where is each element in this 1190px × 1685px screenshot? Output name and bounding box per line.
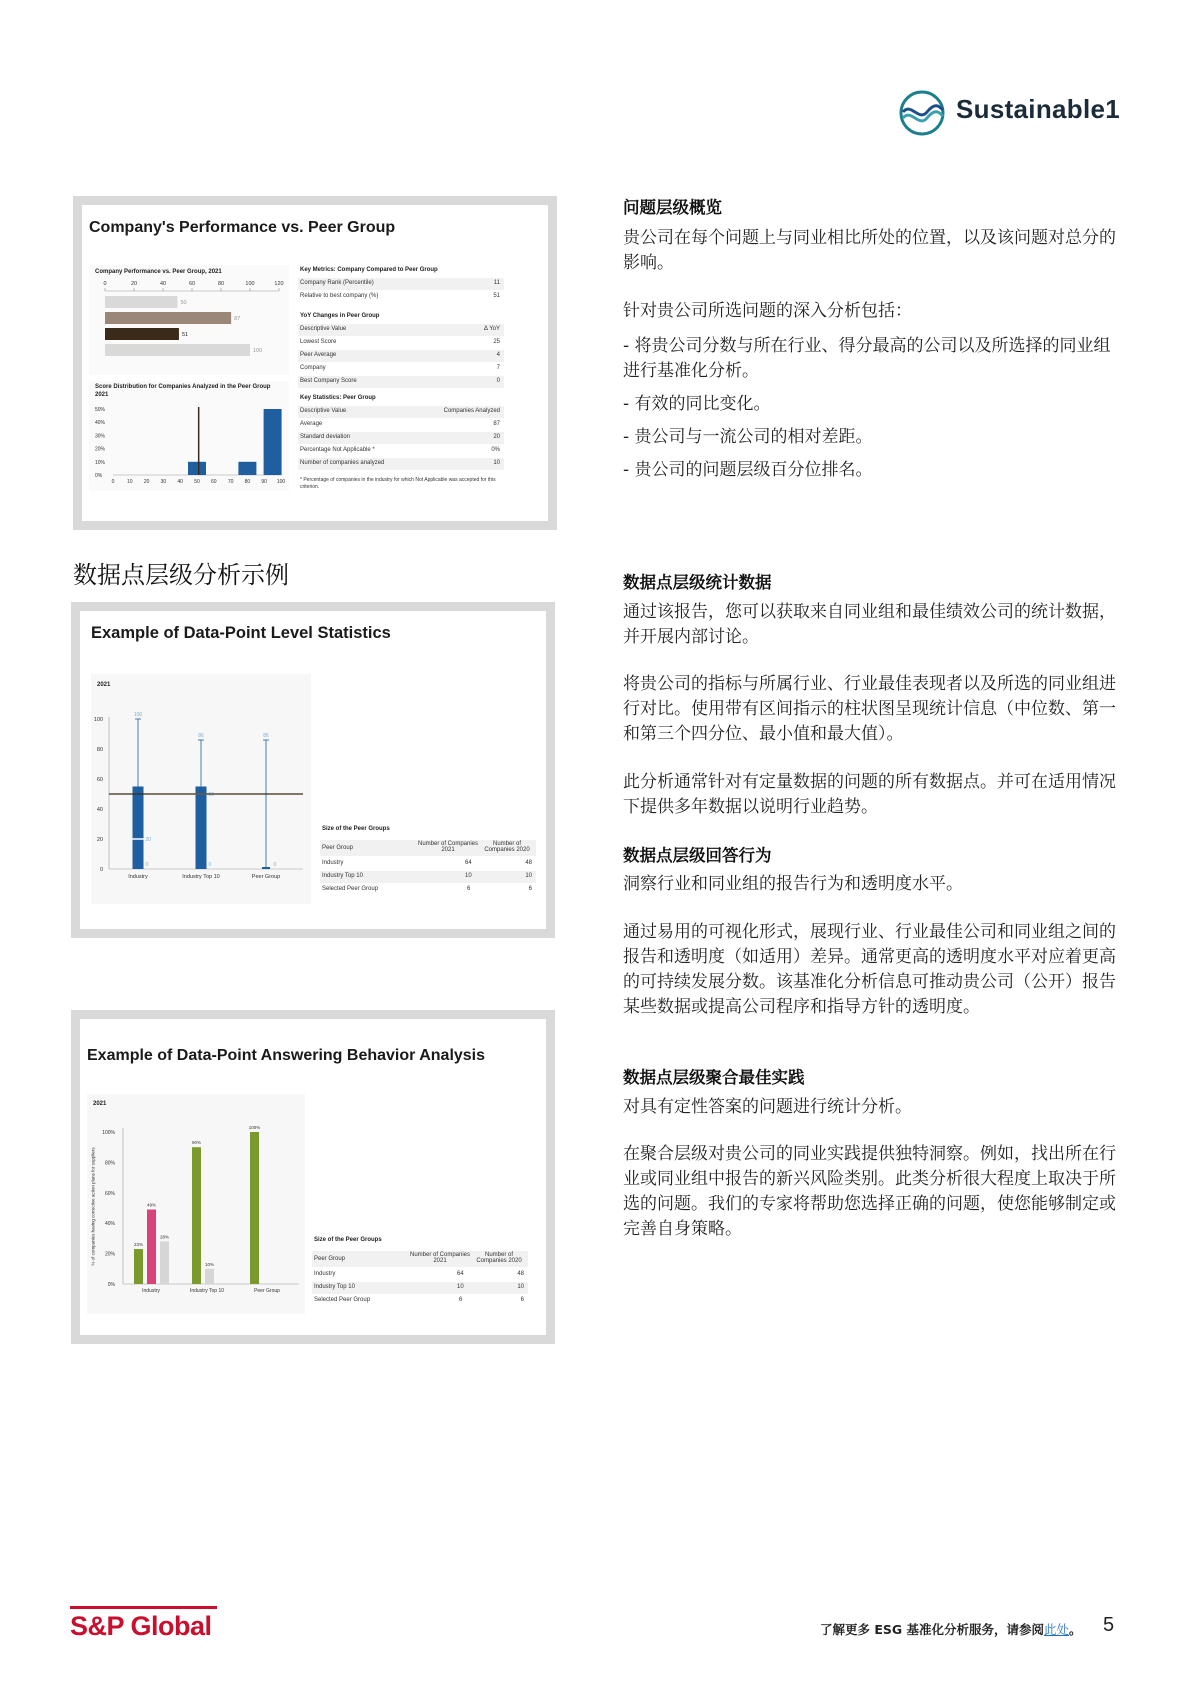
chart-title: Score Distribution for Companies Analyzed in the Peer Group <box>95 384 271 390</box>
x-tick-label: 10 <box>127 479 133 485</box>
max-label: 86 <box>263 733 269 739</box>
statistics-chart <box>91 674 311 904</box>
score-distribution-chart <box>89 381 289 491</box>
col-peer-group: Peer Group <box>314 1256 346 1262</box>
bar <box>105 296 178 308</box>
bar <box>250 1132 259 1284</box>
row-label: Industry <box>322 860 344 866</box>
row-value: 48 <box>525 860 532 866</box>
x-tick-label: 0 <box>111 479 115 485</box>
bar <box>134 1249 143 1284</box>
x-tick-label: 80 <box>244 479 251 485</box>
quartile-box <box>133 787 144 870</box>
table-row <box>298 458 504 470</box>
table-row <box>298 419 504 431</box>
col-2020: Number of Companies 2020 <box>484 841 530 853</box>
performance-bars <box>89 265 289 375</box>
footer-note-text: 了解更多 ESG 基准化分析服务，请参阅 <box>820 1622 1045 1637</box>
tick-label: 60 <box>188 281 196 287</box>
table-header <box>298 406 504 418</box>
page-number: 5 <box>1103 1614 1115 1636</box>
table-row <box>320 871 536 883</box>
heading-data-point-statistics: 数据点层级统计数据 <box>623 573 772 592</box>
y-tick-label: 80% <box>104 1160 115 1167</box>
min-label: 0 <box>273 862 277 868</box>
min-label: 0 <box>145 862 149 868</box>
table-row <box>298 278 504 290</box>
table-row <box>312 1269 528 1281</box>
footer-note <box>820 1620 1082 1638</box>
y-tick-label: 0% <box>95 473 103 479</box>
col-label: Descriptive Value <box>300 326 347 332</box>
bullet-item: - 将贵公司分数与所在行业、得分最高的公司以及所选择的同业组进行基准化分析。 <box>623 336 1111 381</box>
row-value: 51 <box>493 293 500 299</box>
table-row <box>298 337 504 349</box>
row-value: 10 <box>525 873 532 879</box>
y-tick-label: 100 <box>93 717 103 723</box>
row-value: 25 <box>493 339 500 345</box>
paragraph: 将贵公司的指标与所属行业、行业最佳表现者以及所选的同业组进行对比。使用带有区间指示的柱状图呈现统计信息（中位数、第一和第三个四分位、最小值和最大值）。 <box>623 674 1116 744</box>
col-2020: Number of Companies 2020 <box>476 1252 522 1264</box>
paragraph: 对具有定性答案的问题进行统计分析。 <box>623 1097 912 1117</box>
paragraph: 此分析通常针对有定量数据的问题的所有数据点。并可在适用情况下提供多年数据以说明行业趋势。 <box>623 772 1116 817</box>
row-value: 87 <box>493 421 500 427</box>
tick-label: 0 <box>103 281 107 287</box>
row-value: 6 <box>528 886 532 892</box>
tick-label: 80 <box>217 281 225 287</box>
figure-title: Example of Data-Point Answering Behavior Analysis <box>87 1047 486 1064</box>
row-label: Company <box>300 365 326 371</box>
median-label: 50 <box>208 792 215 798</box>
row-label: Lowest Score <box>300 339 337 345</box>
table-row <box>298 363 504 375</box>
paragraph: 通过该报告，您可以获取来自同业组和最佳绩效公司的统计数据，并开展内部讨论。 <box>623 602 1116 647</box>
figure-answering-behavior <box>71 1010 555 1344</box>
row-value: 10 <box>517 1284 524 1290</box>
y-tick-label: 10% <box>95 459 106 466</box>
table-header <box>312 1251 528 1267</box>
table-row <box>298 376 504 388</box>
row-value: 10 <box>465 873 472 879</box>
y-tick-label: 40% <box>104 1221 115 1228</box>
footnote: * Percentage of companies in the industry for which Not Applicable was accepted for this criterion. <box>300 477 496 490</box>
chart-title: Company Performance vs. Peer Group, 2021 <box>95 269 222 275</box>
x-tick-label: 40 <box>177 479 183 485</box>
median-label: 20 <box>145 837 152 843</box>
figure-title: Company's Performance vs. Peer Group <box>89 219 396 236</box>
x-tick-label: 50 <box>194 479 200 485</box>
stats-title: Key Statistics: Peer Group <box>300 395 376 401</box>
table-header <box>320 840 536 856</box>
bar <box>105 344 250 356</box>
row-label: Average <box>300 421 323 427</box>
bar <box>105 312 231 324</box>
bullet-item: - 贵公司与一流公司的相对差距。 <box>623 427 873 447</box>
footer-note-suffix: 。 <box>1069 1622 1082 1637</box>
min-label: 0 <box>208 862 212 868</box>
bar-label: 51 <box>181 332 189 338</box>
heading-question-overview: 问题层级概览 <box>623 198 722 217</box>
row-value: 4 <box>496 352 500 358</box>
row-value: 0% <box>491 447 500 453</box>
x-tick-label: 20 <box>143 479 150 485</box>
y-tick-label: 60% <box>104 1190 115 1197</box>
tick-label: 120 <box>274 281 284 287</box>
bar-label: 100 <box>253 348 263 354</box>
y-tick-label: 20% <box>104 1251 115 1258</box>
bar-label: 28% <box>159 1234 170 1240</box>
metrics-tables <box>298 265 504 515</box>
answering-chart <box>87 1094 305 1314</box>
y-tick-label: 40 <box>96 807 103 813</box>
bar-label: 23% <box>133 1242 144 1248</box>
row-label: Selected Peer Group <box>314 1297 371 1303</box>
row-value: 64 <box>465 860 472 866</box>
category-label: Industry Top 10 <box>182 874 220 880</box>
col-label: Descriptive Value <box>300 408 347 414</box>
col-2021: Number of Companies 2021 <box>409 1252 471 1264</box>
row-value: 64 <box>457 1271 464 1277</box>
row-label: Company Rank (Percentile) <box>300 280 374 286</box>
footer-link[interactable]: 此处 <box>1044 1622 1070 1637</box>
quartile-box <box>262 867 270 869</box>
bar <box>105 328 179 340</box>
max-label: 100 <box>133 712 143 718</box>
y-tick-label: 0% <box>107 1282 115 1288</box>
paragraph: 贵公司在每个问题上与同业相比所处的位置，以及该问题对总分的影响。 <box>623 228 1116 273</box>
figure-company-performance <box>73 196 557 530</box>
row-label: Number of companies analyzed <box>300 460 385 466</box>
bullet-item: - 有效的同比变化。 <box>623 394 771 414</box>
chart-year: 2021 <box>93 1101 107 1107</box>
table-title: Size of the Peer Groups <box>314 1237 382 1243</box>
bar-label: 87 <box>234 316 241 322</box>
row-label: Industry Top 10 <box>314 1284 355 1290</box>
peer-group-table <box>312 1237 528 1327</box>
row-label: Best Company Score <box>300 378 357 384</box>
tick-label: 40 <box>159 281 167 287</box>
bar-label: 100% <box>248 1125 261 1130</box>
row-label: Industry <box>314 1271 336 1277</box>
row-label: Percentage Not Applicable * <box>300 447 375 453</box>
table-row <box>298 350 504 362</box>
category-label: Industry <box>128 874 148 880</box>
chart-year: 2021 <box>95 392 109 398</box>
table-row <box>320 884 536 896</box>
table-row <box>312 1295 528 1307</box>
figure-title: Example of Data-Point Level Statistics <box>91 624 391 642</box>
bar <box>192 1147 201 1284</box>
row-label: Relative to best company (%) <box>300 293 379 299</box>
table-row <box>298 432 504 444</box>
y-tick-label: 60 <box>96 777 103 783</box>
category-label: Peer Group <box>251 874 281 880</box>
col-peer-group: Peer Group <box>322 845 354 851</box>
distribution-bars <box>89 381 289 491</box>
tick-label: 20 <box>130 281 138 287</box>
sustainable1-logo-text: Sustainable1 <box>956 94 1120 124</box>
footer-rule <box>70 1606 217 1609</box>
chart-year: 2021 <box>97 682 111 688</box>
table-row <box>298 291 504 303</box>
bar-label: 10% <box>204 1261 215 1267</box>
table-header <box>298 324 504 336</box>
row-value: 6 <box>467 886 471 892</box>
bar-label: 49% <box>146 1202 157 1208</box>
paragraph: 通过易用的可视化形式，展现行业、行业最佳公司和同业组之间的报告和透明度（如适用）差异。通常更高的透明度水平对应着更高的可持续发展分数。该基准化分析信息可推动贵公司（公开）报告某些数据或提高公司程序和指导方针的透明度。 <box>623 922 1116 1017</box>
max-label: 86 <box>198 733 204 739</box>
figure-data-point-statistics <box>71 602 555 938</box>
row-label: Standard deviation <box>300 434 351 440</box>
row-value: 10 <box>457 1284 464 1290</box>
table-title: Size of the Peer Groups <box>322 826 390 832</box>
table-row <box>320 858 536 870</box>
bar <box>238 462 256 475</box>
row-value: 7 <box>496 365 500 371</box>
sp-global-logo: S&P Global <box>70 1611 212 1641</box>
row-value: 10 <box>493 460 500 466</box>
bar <box>264 409 282 475</box>
quartile-box <box>196 787 207 870</box>
heading-answering-behavior: 数据点层级回答行为 <box>623 846 772 865</box>
y-tick-label: 100% <box>102 1130 115 1136</box>
answering-bars <box>87 1094 305 1314</box>
row-value: 48 <box>517 1271 524 1277</box>
bar-label: 50 <box>180 300 187 306</box>
key-metrics-title: Key Metrics: Company Compared to Peer Group <box>300 267 438 273</box>
row-value: 11 <box>493 280 500 286</box>
row-label: Industry Top 10 <box>322 873 363 879</box>
y-tick-label: 40% <box>95 420 106 427</box>
row-value: 20 <box>493 434 500 440</box>
bar <box>147 1210 156 1284</box>
row-label: Peer Average <box>300 352 337 358</box>
y-tick-label: 0 <box>99 867 103 873</box>
col-value: Companies Analyzed <box>443 408 500 414</box>
category-label: Industry Top 10 <box>189 1288 225 1294</box>
tick-label: 100 <box>245 281 255 287</box>
bar <box>160 1241 169 1284</box>
bar <box>188 462 206 475</box>
category-label: Industry <box>142 1288 160 1294</box>
y-tick-label: 30% <box>95 433 106 440</box>
y-tick-label: 50% <box>95 407 106 413</box>
paragraph: 洞察行业和同业组的报告行为和透明度水平。 <box>623 874 963 894</box>
heading-best-practices: 数据点层级聚合最佳实践 <box>623 1068 805 1087</box>
row-value: 0 <box>496 378 500 384</box>
x-tick-label: 70 <box>227 479 234 485</box>
table-row <box>312 1282 528 1294</box>
y-tick-label: 80 <box>96 747 103 753</box>
bar-label: 90% <box>191 1140 202 1146</box>
yoy-title: YoY Changes in Peer Group <box>300 313 380 319</box>
x-tick-label: 90 <box>261 479 267 485</box>
bullet-item: - 贵公司的问题层级百分位排名。 <box>623 460 873 480</box>
col-value: Δ YoY <box>483 326 500 332</box>
row-value: 6 <box>520 1297 524 1303</box>
peer-group-table <box>320 826 536 916</box>
sustainable1-logo-icon <box>897 88 947 138</box>
y-tick-label: 20% <box>95 446 106 453</box>
bar <box>205 1269 214 1284</box>
col-2021: Number of Companies 2021 <box>417 841 479 853</box>
statistics-bars <box>91 674 311 904</box>
paragraph: 针对贵公司所选问题的深入分析包括： <box>623 301 912 321</box>
y-tick-label: 20 <box>96 837 103 843</box>
x-tick-label: 100 <box>276 479 286 485</box>
row-value: 6 <box>459 1297 463 1303</box>
category-label: Peer Group <box>254 1288 280 1294</box>
y-axis-label: % of companies having corrective action plans for suppliers <box>90 1147 96 1266</box>
performance-chart <box>89 265 289 375</box>
row-label: Selected Peer Group <box>322 886 379 892</box>
x-tick-label: 30 <box>160 479 167 485</box>
paragraph: 在聚合层级对贵公司的同业实践提供独特洞察。例如，找出所在行业或同业组中报告的新兴风险类别。此类分析很大程度上取决于所选的问题。我们的专家将帮助您选择正确的问题，使您能够制定或完善自身策略。 <box>623 1144 1116 1239</box>
section-heading: 数据点层级分析示例 <box>73 561 289 589</box>
x-tick-label: 60 <box>211 479 217 485</box>
table-row <box>298 445 504 457</box>
